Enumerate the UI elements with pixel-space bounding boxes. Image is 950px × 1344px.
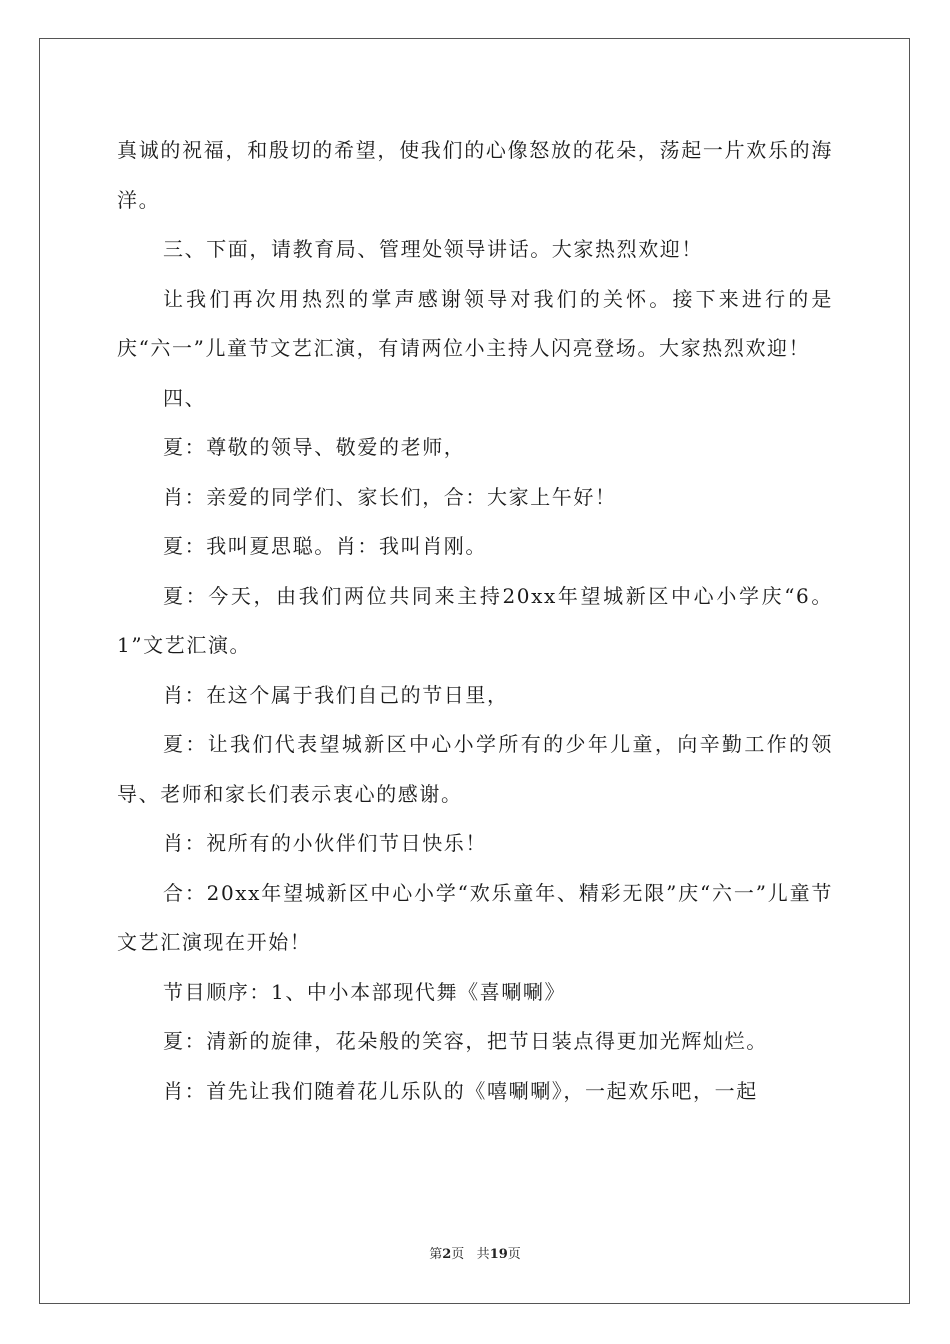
page-label-prefix: 第 [429,1247,443,1262]
total-label-prefix: 共 [476,1247,490,1262]
paragraph: 肖：亲爱的同学们、家长们，合：大家上午好！ [163,484,617,509]
paragraph: 节目顺序：1、中小本部现代舞《喜唰唰》 [163,979,567,1004]
page-footer [0,1246,950,1264]
total-pages-number: 19 [489,1247,508,1262]
paragraph: 夏：清新的旋律，花朵般的笑容，把节日装点得更加光辉灿烂。 [163,1029,768,1053]
paragraph: 三、下面，请教育局、管理处领导讲话。大家热烈欢迎！ [163,237,703,261]
page-label-suffix: 页 [451,1247,465,1262]
paragraph: 夏：尊敬的领导、敬爱的老师， [163,435,466,459]
total-label-suffix: 页 [507,1247,521,1262]
paragraph: 真诚的祝福，和殷切的希望，使我们的心像怒放的花朵，荡起一片欢乐的海洋。 [117,138,833,212]
paragraph: 夏：让我们代表望城新区中心小学所有的少年儿童，向辛勤工作的领导、老师和家长们表示衷心的感谢。 [117,732,833,806]
paragraph: 让我们再次用热烈的掌声感谢领导对我们的关怀。接下来进行的是庆“六一”儿童节文艺汇演，有请两位小主持人闪亮登场。大家热烈欢迎！ [117,286,833,360]
current-page-number: 2 [442,1247,452,1262]
paragraph: 肖：祝所有的小伙伴们节日快乐！ [163,831,487,855]
paragraph: 四、 [163,385,207,410]
paragraph: 合：20xx年望城新区中心小学“欢乐童年、精彩无限”庆“六一”儿童节文艺汇演现在开始！ [117,880,833,954]
paragraph: 肖：首先让我们随着花儿乐队的《嘻唰唰》，一起欢乐吧，一起 [163,1078,758,1103]
document-body [117,126,833,1116]
paragraph: 肖：在这个属于我们自己的节日里， [163,682,509,707]
paragraph: 夏：我叫夏思聪。肖：我叫肖刚。 [163,534,487,558]
paragraph: 夏：今天，由我们两位共同来主持20xx年望城新区中心小学庆“6。1”文艺汇演。 [117,583,833,657]
